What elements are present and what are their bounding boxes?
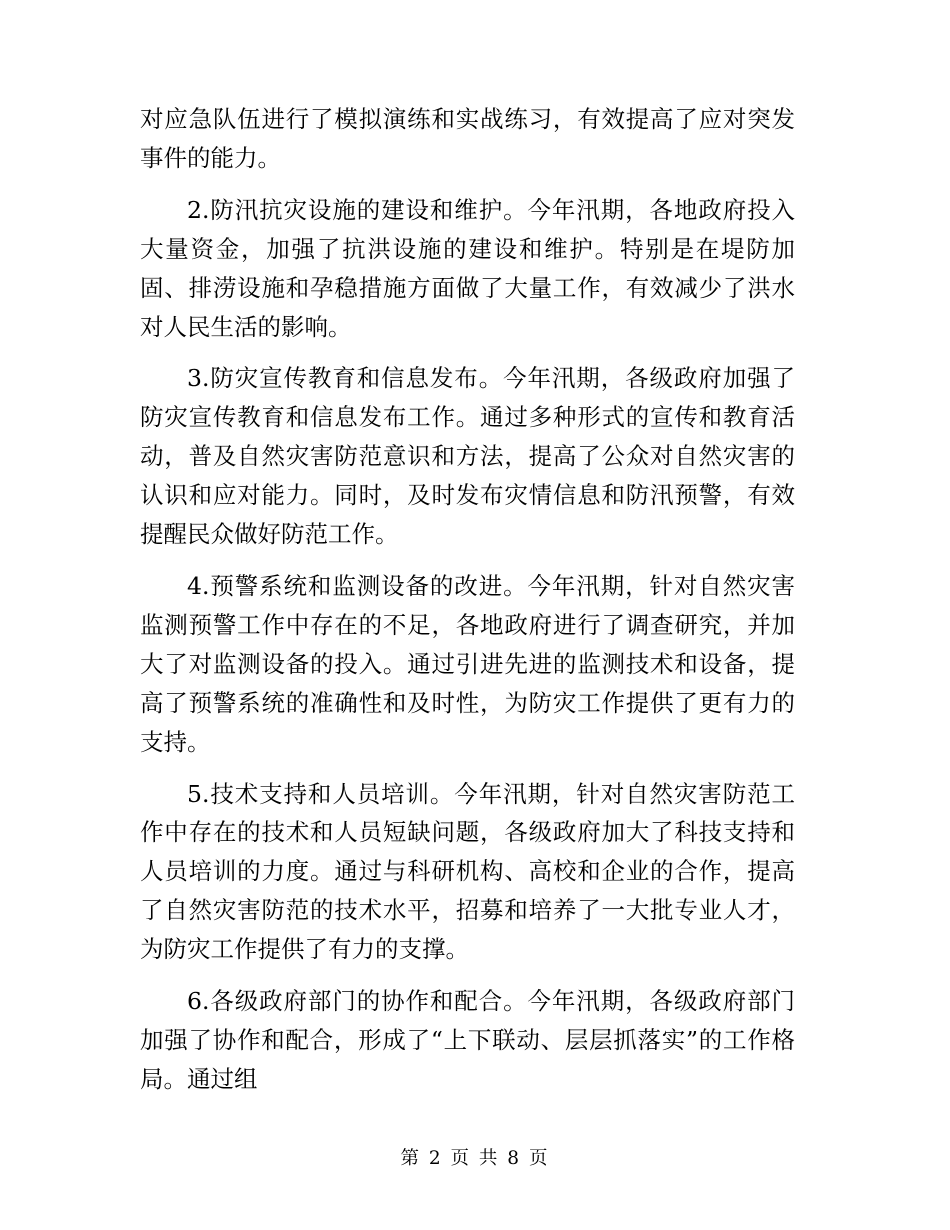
paragraph-item-6: 6.各级政府部门的协作和配合。今年汛期，各级政府部门加强了协作和配合，形成了“上下联动、层层抓落实”的工作格局。通过组 — [140, 987, 795, 1093]
paragraph-item-4: 4.预警系统和监测设备的改进。今年汛期，针对自然灾害监测预警工作中存在的不足，各地政府进行了调查研究，并加大了对监测设备的投入。通过引进先进的监测技术和设备，提高了预警系统的准确性和及时性，为防灾工作提供了更有力的支持。 — [140, 571, 795, 756]
paragraph-item-2: 2.防汛抗灾设施的建设和维护。今年汛期，各地政府投入大量资金，加强了抗洪设施的建设和维护。特别是在堤防加固、排涝设施和孕稳措施方面做了大量工作，有效减少了洪水对人民生活的影响。 — [140, 195, 795, 341]
page-number-footer: 第 2 页 共 8 页 — [400, 1148, 550, 1169]
paragraph-item-5: 5.技术支持和人员培训。今年汛期，针对自然灾害防范工作中存在的技术和人员短缺问题，各级政府加大了科技支持和人员培训的力度。通过与科研机构、高校和企业的合作，提高了自然灾害防范的技术水平，招募和培养了一大批专业人才，为防灾工作提供了有力的支撑。 — [140, 779, 795, 964]
document-body — [140, 100, 795, 1112]
paragraph-item-3: 3.防灾宣传教育和信息发布。今年汛期，各级政府加强了防灾宣传教育和信息发布工作。通过多种形式的宣传和教育活动，普及自然灾害防范意识和方法，提高了公众对自然灾害的认识和应对能力。同时，及时发布灾情信息和防汛预警，有效提醒民众做好防范工作。 — [140, 364, 795, 549]
paragraph-continuation: 对应急队伍进行了模拟演练和实战练习，有效提高了应对突发事件的能力。 — [140, 105, 795, 172]
